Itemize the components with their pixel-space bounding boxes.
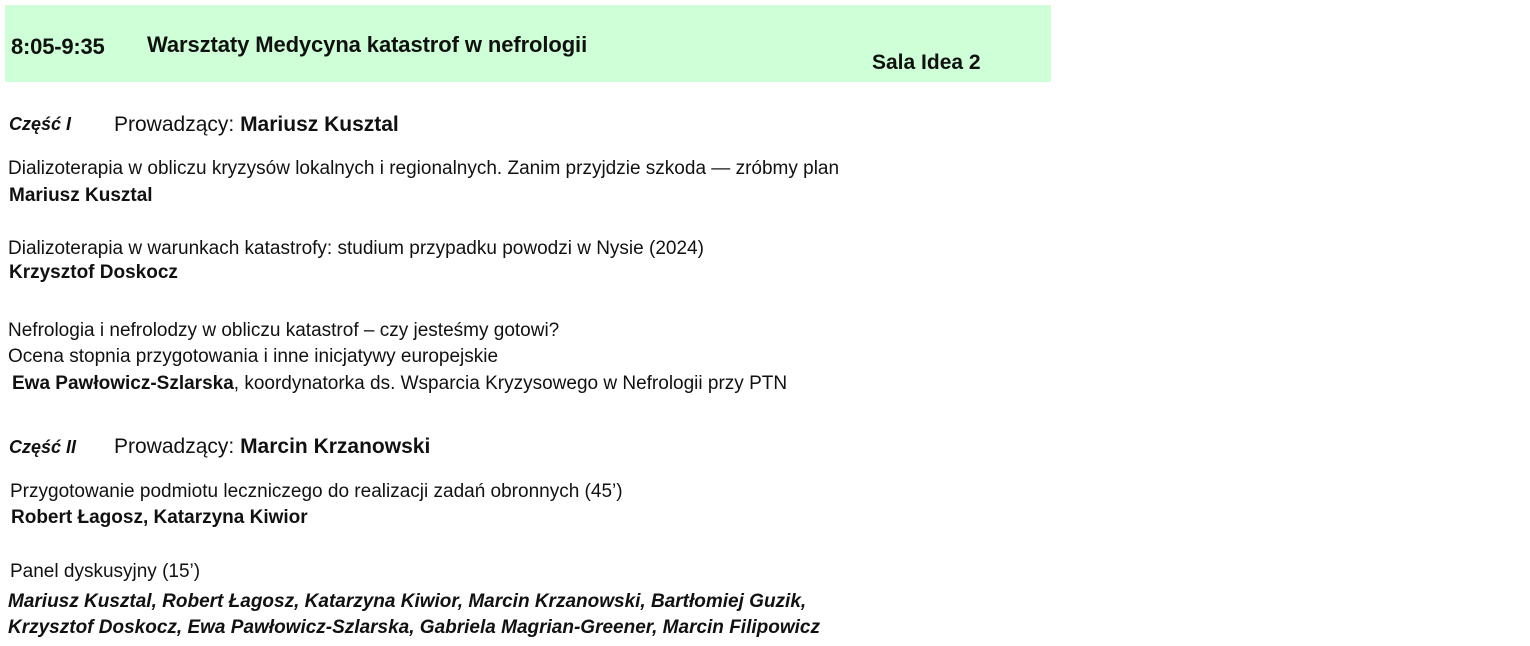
- part-2-label: Część II: [9, 437, 77, 457]
- part-1-label: Część I: [9, 114, 72, 134]
- panel-speakers-line-2: Krzysztof Doskocz, Ewa Pawłowicz-Szlarska, Gabriela Magrian-Greener, Marcin Filipowicz: [8, 617, 820, 638]
- talk-5-title: Panel dyskusyjny (15’): [10, 561, 201, 582]
- moderator-name: Marcin Krzanowski: [240, 435, 431, 458]
- talk-3-title-line-1: Nefrologia i nefrolodzy w obliczu katastrof – czy jesteśmy gotowi?: [8, 320, 560, 341]
- talk-4-speaker: Robert Łagosz, Katarzyna Kiwior: [11, 507, 308, 528]
- session-title: Warsztaty Medycyna katastrof w nefrologii: [147, 32, 588, 57]
- session-room: Sala Idea 2: [872, 51, 981, 74]
- panel-speakers-line-1: Mariusz Kusztal, Robert Łagosz, Katarzyna Kiwior, Marcin Krzanowski, Bartłomiej Guzik,: [8, 591, 807, 612]
- talk-2-speaker: Krzysztof Doskocz: [9, 262, 178, 283]
- part-1-moderator: [114, 113, 399, 137]
- moderator-prefix: Prowadzący:: [114, 435, 235, 458]
- moderator-prefix: Prowadzący:: [114, 113, 235, 136]
- talk-3-title-line-2: Ocena stopnia przygotowania i inne inicjatywy europejskie: [8, 346, 499, 367]
- talk-1-title: Dializoterapia w obliczu kryzysów lokalnych i regionalnych. Zanim przyjdzie szkoda — zróbmy plan: [8, 158, 840, 179]
- moderator-name: Mariusz Kusztal: [240, 113, 399, 136]
- session-time: 8:05-9:35: [11, 34, 105, 59]
- talk-3-speaker-line: [12, 373, 787, 395]
- talk-1-speaker: Mariusz Kusztal: [9, 185, 153, 206]
- part-2-moderator: [114, 435, 430, 459]
- talk-4-title: Przygotowanie podmiotu leczniczego do realizacji zadań obronnych (45’): [10, 481, 623, 502]
- talk-2-title: Dializoterapia w warunkach katastrofy: studium przypadku powodzi w Nysie (2024): [8, 238, 704, 259]
- talk-3-speaker-role: , koordynatorka ds. Wsparcia Kryzysowego w Nefrologii przy PTN: [233, 373, 788, 394]
- talk-3-speaker: Ewa Pawłowicz-Szlarska: [12, 373, 234, 394]
